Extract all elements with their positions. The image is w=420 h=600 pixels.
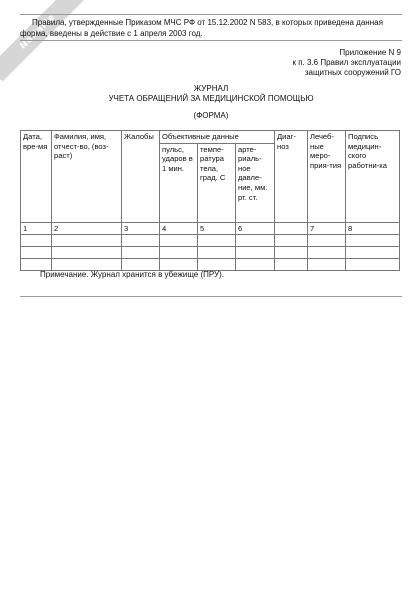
column-number: 7 (308, 222, 346, 235)
watermark: NoNaMe (0, 0, 87, 81)
appendix-line-1: Приложение N 9 (339, 48, 401, 57)
intro-rule (20, 40, 402, 41)
header-date: Дата, вре-мя (21, 131, 52, 223)
column-number: 1 (21, 222, 52, 235)
appendix-line-3: защитных сооружений ГО (304, 68, 401, 77)
column-number: 2 (52, 222, 122, 235)
column-number (275, 222, 308, 235)
subheader-pressure: арте-риаль-ное давле-ние, мм. рт. ст. (236, 143, 275, 222)
column-number: 6 (236, 222, 275, 235)
header-complaints: Жалобы (122, 131, 160, 223)
bottom-rule (20, 296, 402, 297)
table-row (21, 235, 400, 247)
title-line-2: УЧЕТА ОБРАЩЕНИЙ ЗА МЕДИЦИНСКОЙ ПОМОЩЬЮ (108, 94, 314, 103)
column-number: 3 (122, 222, 160, 235)
subheader-temperature: темпе-ратура тела, град. С (198, 143, 236, 222)
header-treatment: Лечеб-ные меро-прия-тия (308, 131, 346, 223)
subheader-pulse: пульс, ударов в 1 мин. (160, 143, 198, 222)
column-number: 8 (346, 222, 400, 235)
note-text: Примечание. Журнал хранится в убежище (ПРУ). (40, 270, 225, 279)
table-row (21, 259, 400, 271)
header-objective: Объективные данные (160, 131, 275, 144)
title-line-1: ЖУРНАЛ (193, 84, 229, 93)
header-row (21, 131, 400, 144)
table-row (21, 247, 400, 259)
intro-text: Правила, утвержденные Приказом МЧС РФ от 15.12.2002 N 583, в которых приведена данная форма, введены в действие с 1 апреля 2003 год. (20, 18, 383, 38)
appendix-block (293, 48, 402, 78)
appendix-line-2: к п. 3.6 Правил эксплуатации (292, 58, 401, 67)
journal-table (20, 130, 400, 271)
column-number: 5 (198, 222, 236, 235)
column-number-row (21, 222, 400, 235)
header-diagnosis: Диаг-ноз (275, 131, 308, 223)
form-label: (ФОРМА) (193, 111, 229, 120)
column-number: 4 (160, 222, 198, 235)
header-signature: Подпись медицин-ского работни-ка (346, 131, 400, 223)
header-name: Фамилия, имя, отчест-во, (воз-раст) (52, 131, 122, 223)
top-rule (20, 14, 402, 15)
